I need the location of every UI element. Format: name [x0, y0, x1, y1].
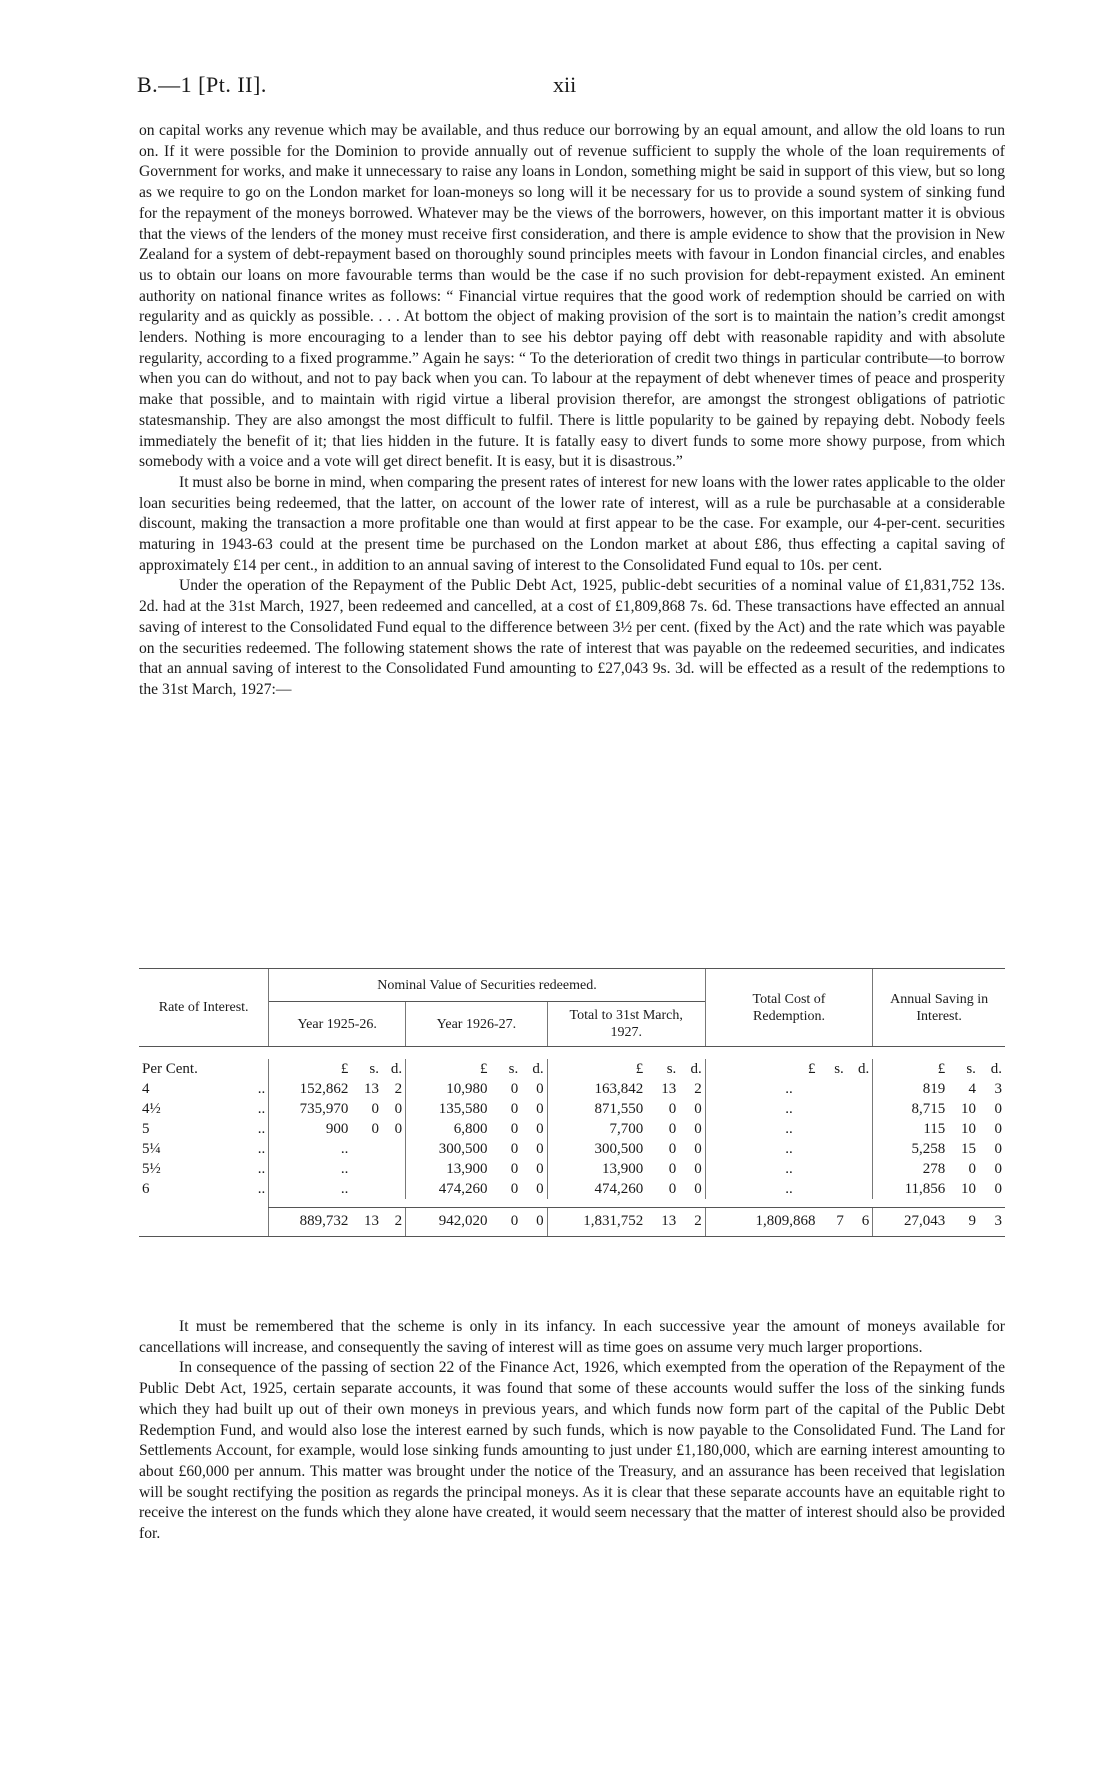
- total-y1-shillings: 13: [351, 1208, 382, 1237]
- total-pounds: 13,900: [547, 1159, 646, 1179]
- total-shillings: 0: [668, 1180, 677, 1197]
- total-pounds: 871,550: [547, 1099, 646, 1119]
- saving-pounds: 115: [873, 1119, 949, 1139]
- total-shillings: 13: [661, 1080, 677, 1097]
- page-number: xii: [553, 72, 577, 97]
- total-shillings: 0: [668, 1160, 677, 1177]
- unit-pence: d.: [858, 1060, 870, 1077]
- unit-pence: d.: [990, 1060, 1002, 1077]
- y1-pence: 2: [394, 1080, 403, 1097]
- paragraph: It must also be borne in mind, when comparing the present rates of interest for new loans with the lower rates applicable to the older loan securities being redeemed, that the latter, on account of the lower rate of interest, will as a rule be purchasable at a considerable discount, making the transaction a more profitable one than would at first appear to be the case. For example, our 4-per-cent. securities maturing in 1943-63 could at the present time be purchased on the London market at about £86, thus effecting a capital saving of approximately £14 per cent., in addition to an annual saving of interest to the Consolidated Fund equal to 10s. per cent.: [139, 473, 1005, 574]
- saving-pounds: 11,856: [873, 1179, 949, 1199]
- unit-pence: d.: [532, 1060, 544, 1077]
- header-total: Total to 31st March, 1927.: [547, 1002, 705, 1047]
- y1-pounds: ..: [269, 1159, 352, 1179]
- saving-shillings: 15: [960, 1140, 976, 1157]
- unit-pound: £: [547, 1059, 646, 1079]
- paragraph: It must be remembered that the scheme is only in its infancy. In each successive year the amount of moneys available for cancellations will increase, and consequently the saving of interest will as time goes on assume very much larger proportions.: [139, 1318, 1005, 1356]
- report-reference: B.—1 [Pt. II].: [137, 72, 267, 97]
- total-y1-pence: 2: [382, 1208, 406, 1237]
- y2-pounds: 10,980: [406, 1079, 491, 1099]
- saving-pence: 0: [994, 1160, 1002, 1177]
- total-pounds: 163,842: [547, 1079, 646, 1099]
- rate-cell: 5¼: [142, 1140, 161, 1157]
- y1-pence: [382, 1139, 406, 1159]
- y1-pence: [382, 1179, 406, 1199]
- total-shillings: 0: [668, 1140, 677, 1157]
- y1-pounds: ..: [269, 1179, 352, 1199]
- total-pence: 0: [694, 1100, 702, 1117]
- y2-shillings: 0: [510, 1180, 519, 1197]
- y1-pounds: 900: [269, 1119, 352, 1139]
- header-rate: Rate of Interest.: [139, 969, 269, 1047]
- rate-cell: 5½: [142, 1160, 161, 1177]
- y2-shillings: 0: [510, 1100, 519, 1117]
- y1-shillings: [351, 1179, 382, 1199]
- total-shillings: 0: [668, 1120, 677, 1137]
- unit-pound: £: [269, 1059, 352, 1079]
- y1-shillings: 0: [371, 1120, 380, 1137]
- redemption-table: [139, 968, 1005, 1237]
- saving-pounds: 819: [873, 1079, 949, 1099]
- total-pence: 0: [694, 1180, 702, 1197]
- unit-pound: £: [705, 1059, 818, 1079]
- total-cost-shillings: 7: [819, 1208, 847, 1237]
- saving-shillings: 10: [960, 1120, 976, 1137]
- total-pounds: 474,260: [547, 1179, 646, 1199]
- total-y2-pence: 0: [521, 1208, 547, 1237]
- total-pence: 0: [694, 1140, 702, 1157]
- total-pounds: 7,700: [547, 1119, 646, 1139]
- y1-pounds: 152,862: [269, 1079, 352, 1099]
- saving-pence: 0: [994, 1120, 1002, 1137]
- y1-pence: 0: [394, 1100, 403, 1117]
- total-pence: 2: [694, 1080, 702, 1097]
- body-text-bottom: [139, 1317, 1005, 1545]
- y1-pence: [382, 1159, 406, 1179]
- grand-total-shillings: 13: [646, 1208, 679, 1237]
- saving-pence: 0: [994, 1140, 1002, 1157]
- header-year-1926-27: Year 1926-27.: [406, 1002, 548, 1047]
- y2-shillings: 0: [510, 1080, 519, 1097]
- unit-pound: £: [406, 1059, 491, 1079]
- y2-pounds: 13,900: [406, 1159, 491, 1179]
- unit-shillings: s.: [666, 1060, 677, 1077]
- leader-dots: ..: [257, 1160, 266, 1177]
- y1-pounds: ..: [269, 1139, 352, 1159]
- rate-cell: 5: [142, 1120, 150, 1137]
- paragraph: on capital works any revenue which may be available, and thus reduce our borrowing by an equal amount, and allow the old loans to run on. If it were possible for the Dominion to provide annually out of revenue sufficient to supply the whole of the loan requirements of Government for works, and make it unnecessary to raise any loans in London, something might be said in support of this view, but so long as we require to go on the London market for loan-moneys so long will it be necessary for us to provide a sound system of sinking fund for the repayment of the moneys borrowed. Whatever may be the views of the borrowers, however, on this important matter it is obvious that the views of the lenders of the money must receive first consideration, and there is ample evidence to show that the provision in New Zealand for a system of debt-repayment based on thoroughly sound principles meets with favour in London financial circles, and enables us to obtain our loans on more favourable terms than would be the case if no such provision for debt-repayment existed. An eminent authority on national finance writes as follows: “ Financial virtue requires that the good work of redemption should be carried on with regularity and as quickly as possible. . . . At bottom the object of making provision of the sort is to maintain the nation’s credit amongst lenders. Nothing is more encouraging to a lender than to see his debtor paying off debt with reasonable rapidity and with absolute regularity, according to a fixed programme.” Again he says: “ To the deterioration of credit two things in particular contribute—to borrow when you can do without, and not to pay back when you can. To labour at the repayment of debt whenever times of peace and prosperity make that possible, and to maintain with rigid virtue a liberal provision therefor, are amongst the strongest obligations of patriotic statesmanship. They are also amongst the most difficult to fulfil. There is little popularity to be gained by repaying debt. Nobody feels immediately the benefit of it; that lies hidden in the future. It is fatally easy to divert funds to some more showy purpose, from which somebody with a voice and a vote will get direct benefit. It is easy, but it is disastrous.”: [139, 122, 1005, 471]
- total-pounds: 300,500: [547, 1139, 646, 1159]
- total-saving-pence: 3: [979, 1208, 1005, 1237]
- saving-shillings: 4: [968, 1080, 976, 1097]
- rate-cell: 4½: [142, 1100, 161, 1117]
- y2-pounds: 135,580: [406, 1099, 491, 1119]
- y2-pence: 0: [536, 1160, 544, 1177]
- y2-pounds: 6,800: [406, 1119, 491, 1139]
- total-y1-pounds: 889,732: [269, 1208, 352, 1237]
- header-saving: Annual Saving in Interest.: [873, 969, 1005, 1047]
- saving-pounds: 5,258: [873, 1139, 949, 1159]
- leader-dots: ..: [257, 1140, 266, 1157]
- total-pence: 0: [694, 1120, 702, 1137]
- total-y2-shillings: 0: [491, 1208, 522, 1237]
- saving-pence: 0: [994, 1100, 1002, 1117]
- unit-shillings: s.: [834, 1060, 844, 1077]
- unit-pence: d.: [390, 1060, 403, 1077]
- total-cost-pounds: 1,809,868: [705, 1208, 818, 1237]
- saving-shillings: 0: [968, 1160, 976, 1177]
- y2-pence: 0: [536, 1140, 544, 1157]
- unit-pence: d.: [690, 1060, 702, 1077]
- total-cost-pence: 6: [847, 1208, 873, 1237]
- saving-pence: 3: [994, 1080, 1002, 1097]
- total-pence: 0: [694, 1160, 702, 1177]
- y1-shillings: [351, 1139, 382, 1159]
- unit-shillings: s.: [369, 1060, 380, 1077]
- y2-pence: 0: [536, 1080, 544, 1097]
- unit-pound: £: [873, 1059, 949, 1079]
- header-cost: Total Cost of Redemption.: [705, 969, 873, 1047]
- saving-shillings: 10: [960, 1100, 976, 1117]
- cost-cell: ..: [705, 1099, 873, 1119]
- unit-shillings: s.: [508, 1060, 519, 1077]
- cost-cell: ..: [705, 1139, 873, 1159]
- total-saving-shillings: 9: [948, 1208, 979, 1237]
- paragraph: Under the operation of the Repayment of the Public Debt Act, 1925, public-debt securities of a nominal value of £1,831,752 13s. 2d. had at the 31st March, 1927, been redeemed and cancelled, at a cost of £1,809,868 7s. 6d. These transactions have effected an annual saving of interest to the Consolidated Fund equal to the difference between 3½ per cent. (fixed by the Act) and the rate which was payable on the securities redeemed. The following statement shows the rate of interest that was payable on the redeemed securities, and indicates that an annual saving of interest to the Consolidated Fund amounting to £27,043 9s. 3d. will be effected as a result of the redemptions to the 31st March, 1927:—: [139, 577, 1005, 698]
- y1-shillings: 0: [371, 1100, 380, 1117]
- y2-pounds: 474,260: [406, 1179, 491, 1199]
- paragraph: In consequence of the passing of section 22 of the Finance Act, 1926, which exempted from the operation of the Repayment of the Public Debt Act, 1925, certain separate accounts, it was found that some of these accounts would suffer the loss of the sinking funds which they had built up out of their own moneys in previous years, and which funds now form part of the capital of the Public Debt Redemption Fund, and would also lose the interest earned by such funds, which is now payable to the Consolidated Fund. The Land for Settlements Account, for example, would lose sinking funds amounting to just under £1,180,000, which are earning interest amounting to about £60,000 per annum. This matter was brought under the notice of the Treasury, and an assurance has been received that legislation will be sought rectifying the position as regards the principal moneys. As it is clear that these separate accounts have an equitable right to receive the interest on the funds which they alone have created, it would seem necessary that the matter of interest should also be provided for.: [139, 1359, 1005, 1543]
- y2-shillings: 0: [510, 1140, 519, 1157]
- cost-cell: ..: [705, 1119, 873, 1139]
- y1-shillings: 13: [364, 1080, 380, 1097]
- y2-pence: 0: [536, 1120, 544, 1137]
- saving-pence: 0: [994, 1180, 1002, 1197]
- header-year-1925-26: Year 1925-26.: [269, 1002, 406, 1047]
- y2-shillings: 0: [510, 1120, 519, 1137]
- rate-cell: 4: [142, 1080, 150, 1097]
- leader-dots: ..: [257, 1080, 266, 1097]
- y2-shillings: 0: [510, 1160, 519, 1177]
- y2-pence: 0: [536, 1180, 544, 1197]
- y1-pence: 0: [394, 1120, 403, 1137]
- saving-pounds: 278: [873, 1159, 949, 1179]
- total-y2-pounds: 942,020: [406, 1208, 491, 1237]
- y1-shillings: [351, 1159, 382, 1179]
- grand-total-pence: 2: [679, 1208, 705, 1237]
- cost-cell: ..: [705, 1159, 873, 1179]
- y1-pounds: 735,970: [269, 1099, 352, 1119]
- unit-percent: Per Cent.: [142, 1060, 198, 1077]
- saving-shillings: 10: [960, 1180, 976, 1197]
- header-nominal: Nominal Value of Securities redeemed.: [269, 969, 705, 1002]
- total-saving-pounds: 27,043: [873, 1208, 949, 1237]
- leader-dots: ..: [257, 1180, 266, 1197]
- total-shillings: 0: [668, 1100, 677, 1117]
- unit-shillings: s.: [966, 1060, 976, 1077]
- cost-cell: ..: [705, 1079, 873, 1099]
- cost-cell: ..: [705, 1179, 873, 1199]
- leader-dots: ..: [257, 1100, 266, 1117]
- y2-pence: 0: [536, 1100, 544, 1117]
- leader-dots: ..: [257, 1120, 266, 1137]
- grand-total-pounds: 1,831,752: [547, 1208, 646, 1237]
- rate-cell: 6: [142, 1180, 150, 1197]
- saving-pounds: 8,715: [873, 1099, 949, 1119]
- y2-pounds: 300,500: [406, 1139, 491, 1159]
- body-text-top: [139, 121, 1005, 701]
